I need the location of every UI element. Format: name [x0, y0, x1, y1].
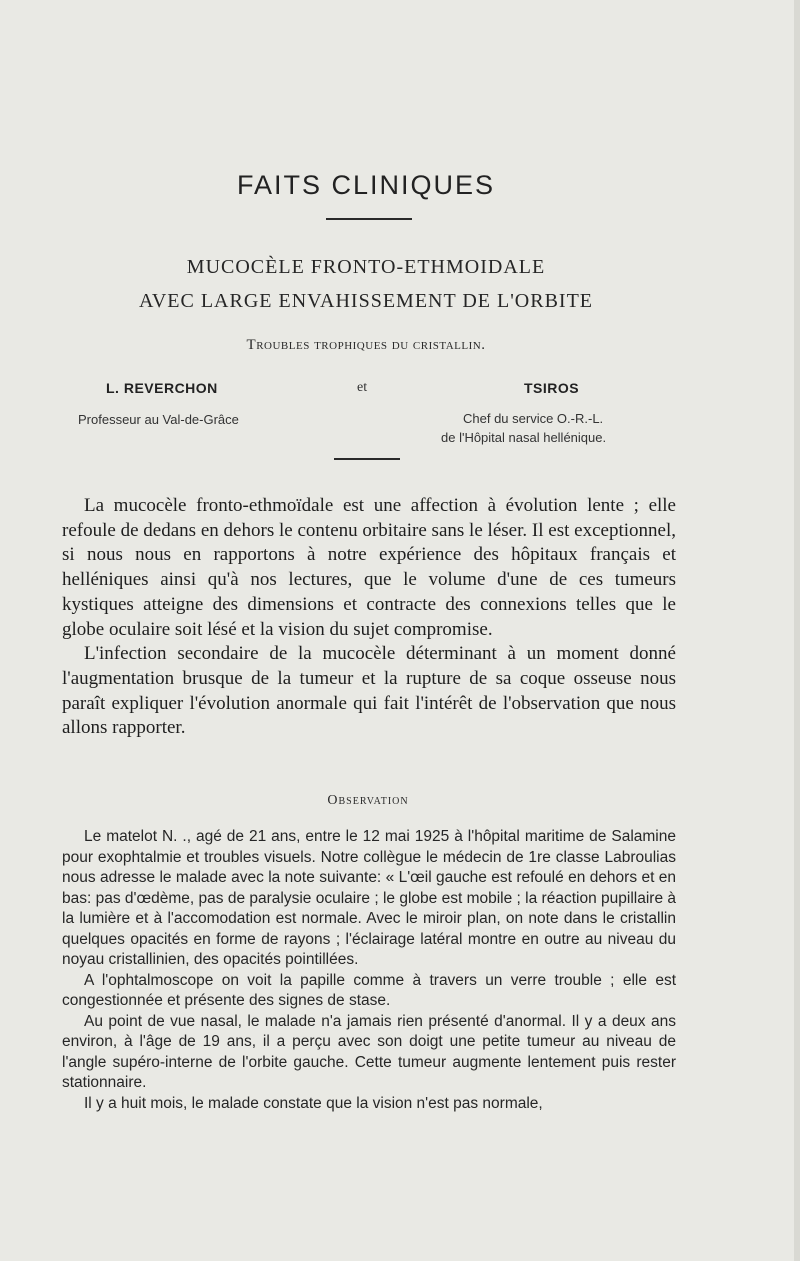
observation-text	[62, 827, 676, 1114]
authors-divider	[334, 458, 400, 460]
author-right-affiliation-line1: Chef du service O.-R.-L.	[463, 411, 604, 426]
section-title: FAITS CLINIQUES	[236, 170, 496, 200]
observation-paragraph-4: Il y a huit mois, le malade constate que la vision n'est pas normale,	[84, 1094, 543, 1112]
author-right-name: TSIROS	[524, 380, 580, 396]
intro-paragraph-2: L'infection secondaire de la mucocèle déterminant à un moment donné l'augmentation brusque de la tumeur et la rupture de sa coque osseuse nous paraît expliquer l'évolution anormale qui fait l'intérêt de l'observation que nous allons rapporter.	[62, 643, 676, 739]
title-divider	[326, 218, 412, 220]
observation-heading: Observation	[327, 793, 409, 808]
observation-paragraph-2: A l'ophtalmoscope on voit la papille comme à travers un verre trouble ; elle est congestionnée et présente des signes de stase.	[62, 971, 676, 1009]
author-conjunction: et	[357, 380, 368, 395]
page-edge	[794, 0, 800, 1261]
intro-paragraph-1: La mucocèle fronto-ethmoïdale est une affection à évolution lente ; elle refoule de dedans en dehors le contenu orbitaire sans le léser. Il est exceptionnel, si nous nous en rapportons à notre expérience des hôpitaux français et helléniques ainsi qu'à nos lectures, que le volume d'une de ces tumeurs kystiques atteigne des dimensions et contracte des connexions telles que le globe oculaire soit lésé et la vision du sujet compromise.	[62, 495, 676, 640]
author-left-affiliation: Professeur au Val-de-Grâce	[78, 412, 239, 427]
article-title-line2: AVEC LARGE ENVAHISSEMENT DE L'ORBITE	[138, 290, 594, 312]
article-title-line1: MUCOCÈLE FRONTO-ETHMOIDALE	[186, 256, 546, 278]
intro-text	[62, 494, 676, 741]
article-subtitle	[0, 337, 732, 354]
author-left-name: L. REVERCHON	[106, 380, 218, 396]
observation-paragraph-3: Au point de vue nasal, le malade n'a jamais rien présenté d'anormal. Il y a deux ans environ, à l'âge de 19 ans, il a perçu avec son doigt une petite tumeur au niveau de l'angle supéro-interne de l'orbite gauche. Cette tumeur augmente lentement puis rester stationnaire.	[62, 1012, 676, 1091]
author-right-affiliation-line2: de l'Hôpital nasal hellénique.	[441, 430, 607, 445]
subtitle-text: Troubles trophiques du cristallin.	[246, 337, 486, 353]
observation-paragraph-1: Le matelot N. ., agé de 21 ans, entre le 12 mai 1925 à l'hôpital maritime de Salamine pour exophtalmie et troubles visuels. Notre collègue le médecin de 1re classe Labroulias nous adresse le malade avec la note suivante: « L'œil gauche est refoulé en dehors et en bas: pas d'œdème, pas de paralysie oculaire ; le globe est mobile ; la réaction pupillaire à la lumière et à l'accomodation est normale. Avec le miroir plan, on note dans le cristallin quelques opacités en forme de rayons ; l'éclairage latéral montre en outre au niveau du noyau cristallinien, des opacités pointillées.	[62, 828, 676, 968]
